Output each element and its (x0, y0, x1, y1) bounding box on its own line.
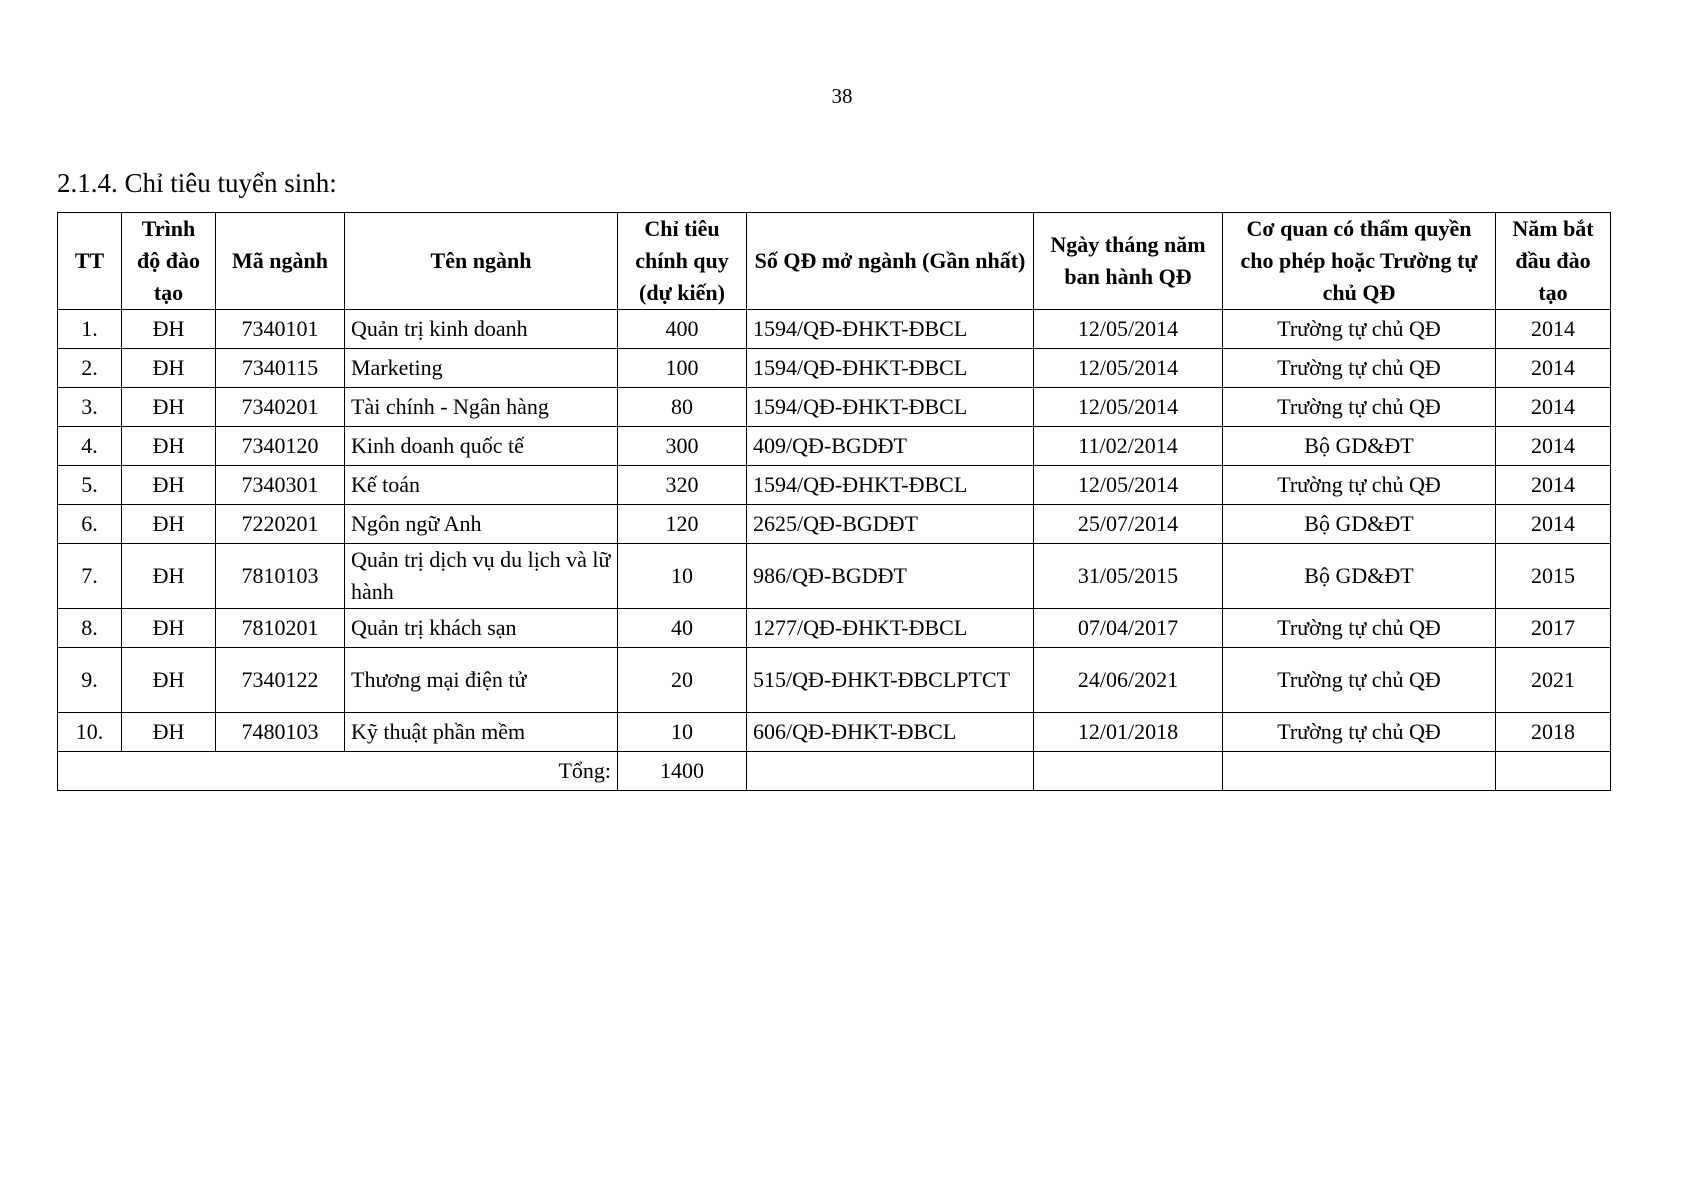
header-date: Ngày tháng năm ban hành QĐ (1034, 213, 1223, 310)
table-row (58, 609, 1611, 648)
cell-tt: 2. (58, 349, 122, 388)
cell-date: 31/05/2015 (1034, 544, 1223, 609)
cell-tt: 10. (58, 713, 122, 752)
total-row (58, 752, 1611, 791)
cell-decision: 1594/QĐ-ĐHKT-ĐBCL (747, 466, 1034, 505)
cell-date: 24/06/2021 (1034, 648, 1223, 713)
cell-code: 7810103 (216, 544, 345, 609)
cell-tt: 5. (58, 466, 122, 505)
cell-code: 7810201 (216, 609, 345, 648)
cell-decision: 1594/QĐ-ĐHKT-ĐBCL (747, 310, 1034, 349)
cell-level: ĐH (122, 349, 216, 388)
cell-level: ĐH (122, 544, 216, 609)
cell-level: ĐH (122, 466, 216, 505)
cell-authority: Bộ GD&ĐT (1223, 505, 1496, 544)
cell-decision: 986/QĐ-BGDĐT (747, 544, 1034, 609)
cell-quota: 400 (618, 310, 747, 349)
header-level: Trình độ đào tạo (122, 213, 216, 310)
cell-date: 07/04/2017 (1034, 609, 1223, 648)
cell-code: 7340122 (216, 648, 345, 713)
cell-code: 7340120 (216, 427, 345, 466)
cell-authority: Trường tự chủ QĐ (1223, 713, 1496, 752)
cell-name: Quản trị khách sạn (345, 609, 618, 648)
cell-start-year: 2014 (1496, 349, 1611, 388)
cell-date: 12/05/2014 (1034, 388, 1223, 427)
empty-cell (1223, 752, 1496, 791)
cell-start-year: 2018 (1496, 713, 1611, 752)
table-row (58, 505, 1611, 544)
cell-quota: 320 (618, 466, 747, 505)
cell-tt: 4. (58, 427, 122, 466)
table-row (58, 388, 1611, 427)
cell-quota: 20 (618, 648, 747, 713)
cell-decision: 515/QĐ-ĐHKT-ĐBCLPTCT (747, 648, 1034, 713)
table-row (58, 466, 1611, 505)
header-decision: Số QĐ mở ngành (Gần nhất) (747, 213, 1034, 310)
total-label: Tổng: (58, 752, 618, 791)
page-number: 38 (831, 84, 853, 108)
header-start-year: Năm bắt đầu đào tạo (1496, 213, 1611, 310)
table-row (58, 544, 1611, 609)
header-name: Tên ngành (345, 213, 618, 310)
cell-tt: 8. (58, 609, 122, 648)
cell-start-year: 2014 (1496, 388, 1611, 427)
cell-date: 12/05/2014 (1034, 310, 1223, 349)
total-value: 1400 (618, 752, 747, 791)
cell-level: ĐH (122, 713, 216, 752)
header-code: Mã ngành (216, 213, 345, 310)
cell-authority: Bộ GD&ĐT (1223, 427, 1496, 466)
admission-quota-table (57, 212, 1611, 791)
cell-name: Ngôn ngữ Anh (345, 505, 618, 544)
cell-date: 11/02/2014 (1034, 427, 1223, 466)
empty-cell (747, 752, 1034, 791)
cell-decision: 2625/QĐ-BGDĐT (747, 505, 1034, 544)
cell-date: 12/05/2014 (1034, 466, 1223, 505)
cell-decision: 1594/QĐ-ĐHKT-ĐBCL (747, 388, 1034, 427)
empty-cell (1496, 752, 1611, 791)
cell-level: ĐH (122, 648, 216, 713)
header-row (58, 213, 1611, 310)
cell-code: 7340101 (216, 310, 345, 349)
cell-authority: Trường tự chủ QĐ (1223, 648, 1496, 713)
section-heading: 2.1.4. Chỉ tiêu tuyển sinh: (57, 168, 337, 198)
cell-name: Kinh doanh quốc tế (345, 427, 618, 466)
cell-decision: 606/QĐ-ĐHKT-ĐBCL (747, 713, 1034, 752)
cell-code: 7340115 (216, 349, 345, 388)
cell-code: 7340201 (216, 388, 345, 427)
empty-cell (1034, 752, 1223, 791)
cell-quota: 80 (618, 388, 747, 427)
cell-decision: 409/QĐ-BGDĐT (747, 427, 1034, 466)
cell-start-year: 2014 (1496, 505, 1611, 544)
cell-authority: Trường tự chủ QĐ (1223, 388, 1496, 427)
table-row (58, 349, 1611, 388)
cell-quota: 100 (618, 349, 747, 388)
cell-start-year: 2017 (1496, 609, 1611, 648)
cell-authority: Trường tự chủ QĐ (1223, 466, 1496, 505)
cell-name: Kế toán (345, 466, 618, 505)
cell-decision: 1594/QĐ-ĐHKT-ĐBCL (747, 349, 1034, 388)
cell-decision: 1277/QĐ-ĐHKT-ĐBCL (747, 609, 1034, 648)
cell-authority: Trường tự chủ QĐ (1223, 609, 1496, 648)
cell-name: Thương mại điện tử (345, 648, 618, 713)
cell-authority: Bộ GD&ĐT (1223, 544, 1496, 609)
header-tt: TT (58, 213, 122, 310)
cell-code: 7480103 (216, 713, 345, 752)
cell-start-year: 2014 (1496, 310, 1611, 349)
header-quota: Chỉ tiêu chính quy (dự kiến) (618, 213, 747, 310)
header-authority: Cơ quan có thẩm quyền cho phép hoặc Trường tự chủ QĐ (1223, 213, 1496, 310)
cell-date: 12/05/2014 (1034, 349, 1223, 388)
cell-name: Quản trị dịch vụ du lịch và lữ hành (345, 544, 618, 609)
cell-quota: 300 (618, 427, 747, 466)
cell-date: 12/01/2018 (1034, 713, 1223, 752)
cell-tt: 9. (58, 648, 122, 713)
cell-name: Quản trị kinh doanh (345, 310, 618, 349)
cell-code: 7340301 (216, 466, 345, 505)
cell-authority: Trường tự chủ QĐ (1223, 310, 1496, 349)
cell-level: ĐH (122, 427, 216, 466)
cell-code: 7220201 (216, 505, 345, 544)
table-row (58, 427, 1611, 466)
cell-level: ĐH (122, 310, 216, 349)
cell-date: 25/07/2014 (1034, 505, 1223, 544)
cell-tt: 7. (58, 544, 122, 609)
cell-name: Tài chính - Ngân hàng (345, 388, 618, 427)
cell-tt: 3. (58, 388, 122, 427)
cell-level: ĐH (122, 609, 216, 648)
cell-name: Marketing (345, 349, 618, 388)
cell-level: ĐH (122, 505, 216, 544)
cell-tt: 1. (58, 310, 122, 349)
cell-start-year: 2021 (1496, 648, 1611, 713)
cell-quota: 40 (618, 609, 747, 648)
cell-name: Kỹ thuật phần mềm (345, 713, 618, 752)
table-row (58, 713, 1611, 752)
cell-start-year: 2015 (1496, 544, 1611, 609)
cell-tt: 6. (58, 505, 122, 544)
cell-start-year: 2014 (1496, 427, 1611, 466)
cell-level: ĐH (122, 388, 216, 427)
cell-quota: 10 (618, 713, 747, 752)
cell-quota: 120 (618, 505, 747, 544)
table-row (58, 310, 1611, 349)
cell-start-year: 2014 (1496, 466, 1611, 505)
table-row (58, 648, 1611, 713)
cell-authority: Trường tự chủ QĐ (1223, 349, 1496, 388)
cell-quota: 10 (618, 544, 747, 609)
